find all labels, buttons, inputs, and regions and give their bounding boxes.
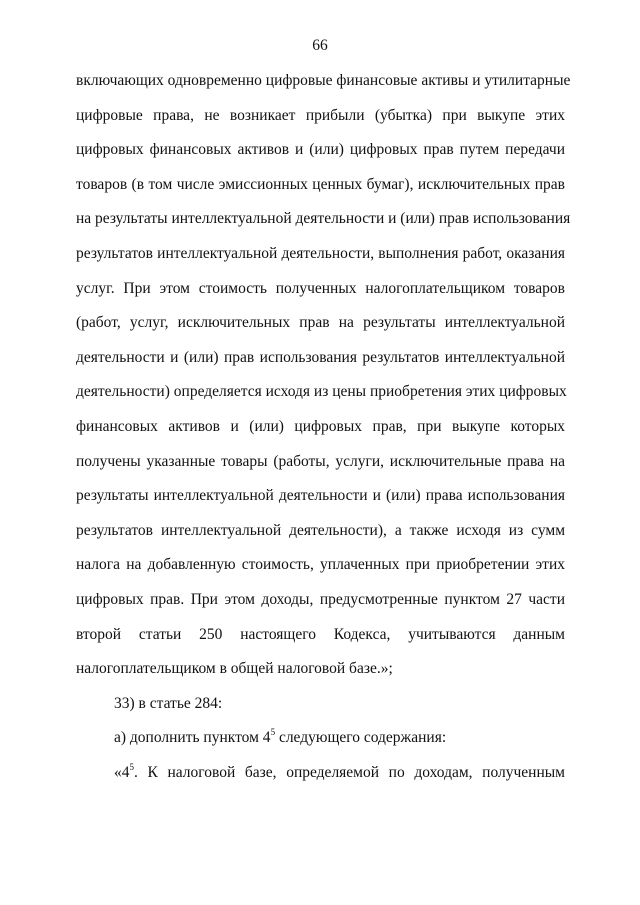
item-a-text-end: следующего содержания: [275, 729, 447, 747]
text-line: результаты интеллектуальной деятельности и (или) права использования [76, 487, 565, 505]
quote-superscript: 5 [129, 761, 134, 772]
text-line: (работ, услуг, исключительных прав на результаты интеллектуальной [76, 314, 565, 332]
text-line: цифровых прав. При этом доходы, предусмотренные пунктом 27 части [76, 590, 565, 608]
page-number: 66 [312, 37, 328, 54]
text-line: получены указанные товары (работы, услуги, исключительные права на [76, 452, 565, 470]
text-line: налогоплательщиком в общей налоговой базе.»; [76, 660, 393, 678]
text-line: деятельности) определяется исходя из цены приобретения этих цифровых [76, 383, 567, 401]
text-line: включающих одновременно цифровые финансовые активы и утилитарные [76, 72, 571, 89]
item-a-superscript: 5 [270, 727, 276, 738]
text-line: деятельности и (или) прав использования результатов интеллектуальной [76, 348, 565, 366]
item-a-text: а) дополнить пунктом 4 [114, 729, 271, 747]
text-line: цифровых финансовых активов и (или) цифровых прав путем передачи [76, 141, 565, 159]
text-line: услуг. При этом стоимость полученных налогоплательщиком товаров [76, 279, 565, 297]
text-line: товаров (в том числе эмиссионных ценных бумаг), исключительных прав [76, 175, 565, 193]
quote-text-end: . К налоговой базе, определяемой по доходам, полученным [134, 763, 565, 781]
text-line: финансовых активов и (или) цифровых прав, при выкупе которых [76, 417, 565, 435]
text-line: на результаты интеллектуальной деятельности и (или) прав использования [76, 210, 571, 228]
item-a-line [76, 727, 565, 762]
quote-text: «4 [114, 763, 130, 781]
text-line: налога на добавленную стоимость, уплаченных при приобретении этих [76, 556, 565, 574]
text-line: цифровые права, не возникает прибыли (убытка) при выкупе этих [76, 106, 565, 124]
document-body [76, 70, 571, 796]
text-line: второй статьи 250 настоящего Кодекса, учитываются данным [76, 625, 565, 643]
item-33-line: 33) в статье 284: [114, 694, 223, 712]
quote-line [76, 762, 565, 797]
text-line: результатов интеллектуальной деятельности, выполнения работ, оказания [76, 244, 565, 262]
text-line: результатов интеллектуальной деятельности), а также исходя из сумм [76, 521, 565, 539]
